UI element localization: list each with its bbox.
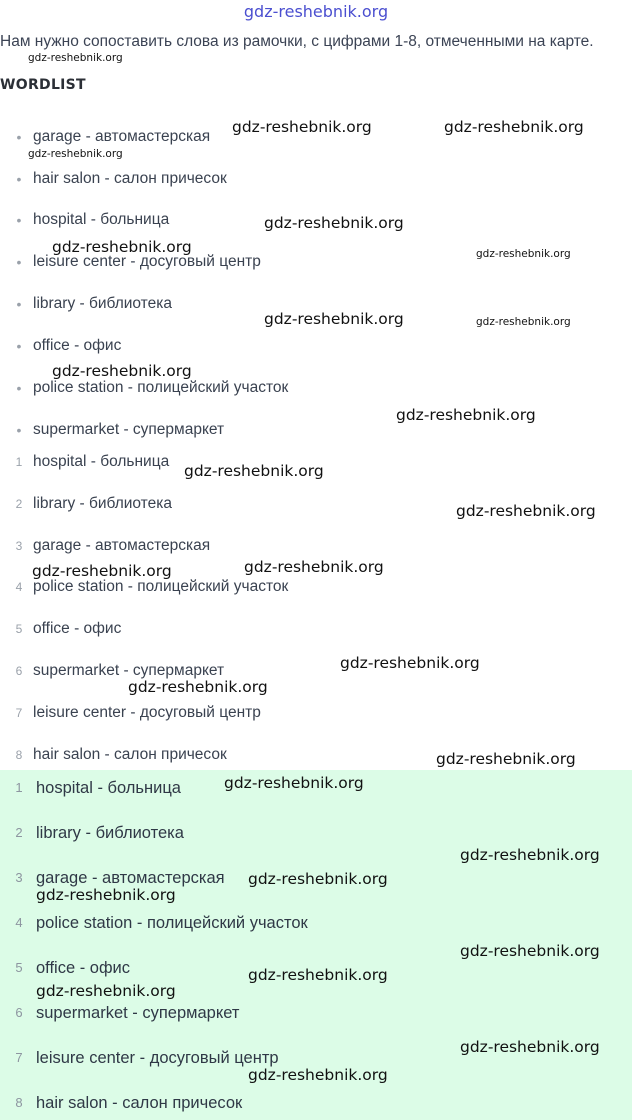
watermark: gdz-reshebnik.org <box>28 52 123 64</box>
watermark: gdz-reshebnik.org <box>52 238 192 256</box>
bullet-icon: • <box>16 380 22 396</box>
watermark: gdz-reshebnik.org <box>476 316 571 328</box>
watermark: gdz-reshebnik.org <box>460 942 600 960</box>
watermark: gdz-reshebnik.org <box>36 886 176 904</box>
bullet-icon: • <box>16 422 22 438</box>
watermark: gdz-reshebnik.org <box>224 774 364 792</box>
watermark: gdz-reshebnik.org <box>248 870 388 888</box>
watermark: gdz-reshebnik.org <box>32 562 172 580</box>
watermark: gdz-reshebnik.org <box>340 654 480 672</box>
watermark: gdz-reshebnik.org <box>456 502 596 520</box>
watermark: gdz-reshebnik.org <box>248 966 388 984</box>
answer-box: 1 hospital - больница 2 library - библиотека 3 garage - автомастерская 4 police station - полицейский участок 5 office - офис 6 supermarket - супермаркет 7 leisure center - досуговый центр 8 hair salon - салон причесок <box>0 770 632 1120</box>
watermark: gdz-reshebnik.org <box>28 148 123 160</box>
bullet-icon: • <box>16 212 22 228</box>
wordlist-heading: WORDLIST <box>0 77 86 93</box>
watermark: gdz-reshebnik.org <box>396 406 536 424</box>
watermark: gdz-reshebnik.org <box>476 248 571 260</box>
watermark: gdz-reshebnik.org <box>264 214 404 232</box>
watermark: gdz-reshebnik.org <box>128 678 268 696</box>
watermark: gdz-reshebnik.org <box>52 362 192 380</box>
bullet-icon: • <box>16 254 22 270</box>
watermark: gdz-reshebnik.org <box>460 846 600 864</box>
bullet-icon: • <box>16 129 22 145</box>
watermark: gdz-reshebnik.org <box>248 1066 388 1084</box>
bullet-icon: • <box>16 338 22 354</box>
watermark: gdz-reshebnik.org <box>184 462 324 480</box>
bullet-icon: • <box>16 296 22 312</box>
watermark: gdz-reshebnik.org <box>460 1038 600 1056</box>
intro-text: Нам нужно сопоставить слова из рамочки, с цифрами 1-8, отмеченными на карте. <box>0 33 594 50</box>
watermark: gdz-reshebnik.org <box>232 118 372 136</box>
watermark: gdz-reshebnik.org <box>244 558 384 576</box>
watermark: gdz-reshebnik.org <box>264 310 404 328</box>
watermark: gdz-reshebnik.org <box>444 118 584 136</box>
watermark: gdz-reshebnik.org <box>36 982 176 1000</box>
site-title[interactable]: gdz-reshebnik.org <box>243 2 389 21</box>
bullet-icon: • <box>16 171 22 187</box>
watermark: gdz-reshebnik.org <box>436 750 576 768</box>
